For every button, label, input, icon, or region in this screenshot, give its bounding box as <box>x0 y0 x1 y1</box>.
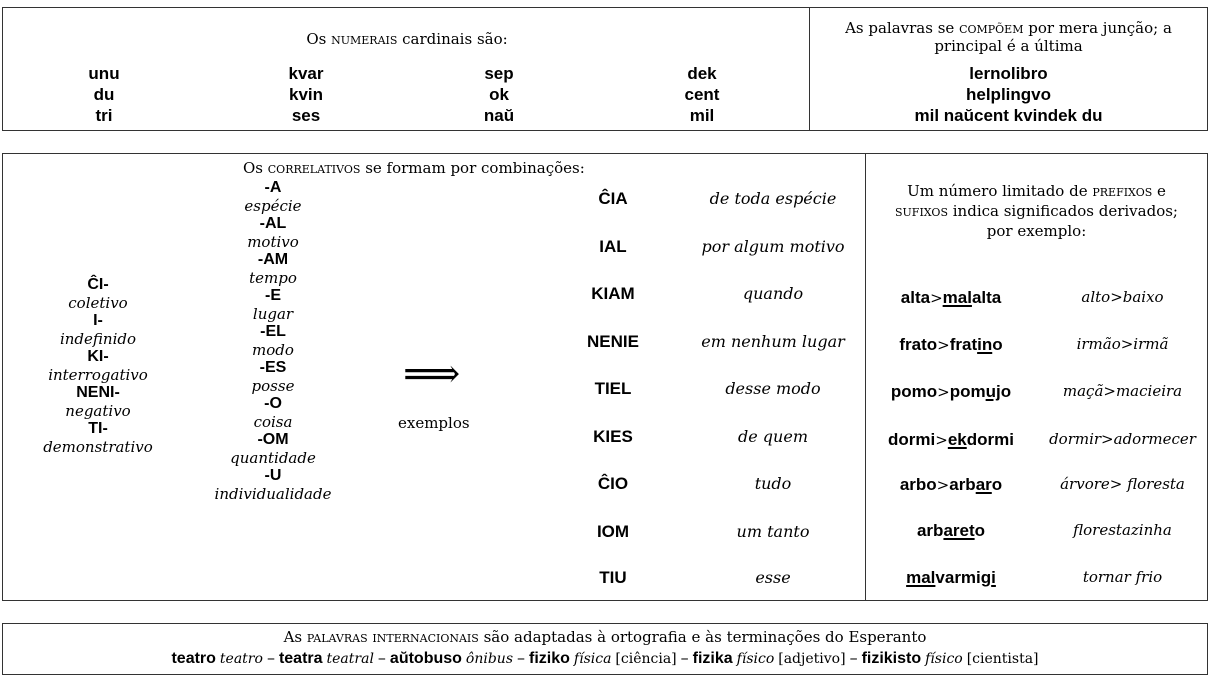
compound-example: helplingvo <box>966 85 1051 104</box>
suffix-gloss: modo <box>252 341 294 359</box>
correlative-example-row: IAL por algum motivo <box>599 237 845 256</box>
correlative-example-row: KIAM quando <box>591 284 804 303</box>
suffix-gloss: motivo <box>247 233 299 251</box>
numerals-column-3: sep ok naŭ <box>483 64 515 125</box>
correlative-example-row: TIEL desse modo <box>594 379 821 398</box>
suffix-word: -OM <box>257 431 289 448</box>
correlative-example-row: IOM um tanto <box>596 522 810 541</box>
suffix-gloss: coisa <box>253 413 293 431</box>
numerals-column-2: kvar kvin ses <box>288 64 324 125</box>
international-words-title: As palavras internacionais são adaptadas à ortografia e às terminações do Esperanto <box>283 628 927 646</box>
prefix-gloss: coletivo <box>68 294 128 312</box>
suffix-gloss: tempo <box>249 269 297 287</box>
suffix-gloss: posse <box>251 377 295 395</box>
prefix-gloss: negativo <box>65 402 131 420</box>
suffix-word: -ES <box>259 359 287 376</box>
suffix-gloss: espécie <box>244 197 302 215</box>
implies-arrow-icon: ⟹ <box>403 351 461 397</box>
correlatives-title: Os correlativos se formam por combinações: <box>243 159 585 177</box>
numerals-column-1: unu du tri <box>88 64 120 125</box>
compound-example: lernolibro <box>969 64 1048 83</box>
correlative-example-row: ĈIO tudo <box>597 474 792 493</box>
prefix-gloss: demonstrativo <box>43 438 153 456</box>
numerals-column-4: dek cent mil <box>684 64 720 125</box>
compounds-box <box>809 7 1208 131</box>
prefix-word: KI- <box>87 348 109 365</box>
suffix-word: -U <box>264 467 282 484</box>
suffix-word: -AL <box>259 215 287 232</box>
correlatives-box <box>2 153 866 601</box>
suffix-gloss: individualidade <box>214 485 332 503</box>
prefix-word: ĈI- <box>87 276 109 293</box>
prefix-word: TI- <box>88 420 108 437</box>
prefix-gloss: interrogativo <box>48 366 148 384</box>
correlative-example-row: ĈIA de toda espécie <box>598 189 837 208</box>
suffix-word: -E <box>265 287 281 304</box>
international-words-examples: teatro teatro – teatra teatral – aŭtobuso ônibus – fiziko física [ciência] – fizika físico [adjetivo] – fizikisto físico [cientista] <box>171 648 1039 667</box>
correlative-example-row: TIU esse <box>599 568 791 587</box>
suffix-word: -AM <box>257 251 289 268</box>
prefix-gloss: indefinido <box>59 330 137 348</box>
affixes-box: Um número limitado de prefixos e sufixos indica significados derivados; por exemplo: alta>malalta alto>baixo frato>fratino irmão>irmã pomo>pomujo maçã>macieira dormi>ekdormi dormir>adormecer arbo>arbaro árvore> floresta arbareto florestazinha malvarmigi tornar frio <box>865 153 1208 601</box>
international-words-box <box>2 623 1208 675</box>
compound-example: mil naŭcent kvindek du <box>914 106 1103 125</box>
suffix-gloss: lugar <box>252 305 294 323</box>
suffix-gloss: quantidade <box>230 449 316 467</box>
numerals-box <box>2 7 810 131</box>
suffix-word: -A <box>264 179 282 196</box>
prefix-word: NENI- <box>76 384 120 401</box>
correlative-example-row: KIES de quem <box>593 427 808 446</box>
compounds-title: As palavras se compõem por mera junção; a principal é a última <box>845 19 1172 55</box>
examples-label: exemplos <box>398 414 470 432</box>
correlative-example-row: NENIE em nenhum lugar <box>587 332 845 351</box>
prefix-word: I- <box>93 312 103 329</box>
suffix-word: -EL <box>260 323 286 340</box>
numerals-title: Os numerais cardinais são: <box>306 30 508 48</box>
affixes-title: Um número limitado de prefixos e sufixos indica significados derivados; por exemplo: <box>895 182 1178 240</box>
suffix-word: -O <box>264 395 282 412</box>
